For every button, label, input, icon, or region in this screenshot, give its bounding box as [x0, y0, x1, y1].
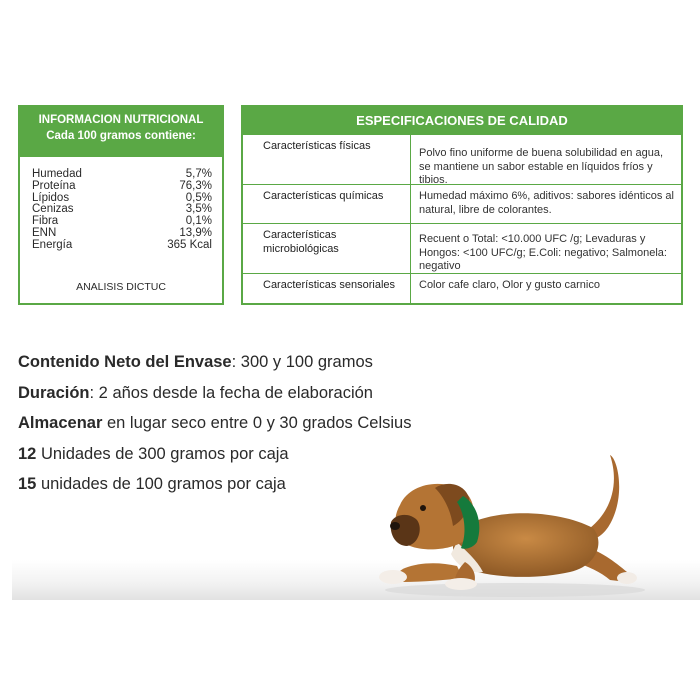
spec-value: Polvo fino uniforme de buena solubilidad en agua, se mantiene un sabor estable en líquidos fríos y tibios.: [419, 147, 664, 186]
spec-value: Humedad máximo 6%, aditivos: sabores idénticos al natural, libre de colorantes.: [419, 190, 674, 216]
product-info: [18, 350, 411, 503]
nutrient-value: 0,1%: [185, 215, 212, 228]
nutrient-value: 76,3%: [179, 179, 212, 192]
specs-title: ESPECIFICACIONES DE CALIDAD: [243, 107, 681, 134]
spec-value: Color cafe claro, Olor y gusto carnico: [419, 279, 600, 291]
nutrition-row: [32, 204, 212, 216]
info-bold: 12: [18, 444, 37, 463]
info-text: en lugar seco entre 0 y 30 grados Celsius: [102, 414, 412, 432]
spec-label: Características microbiológicas: [243, 224, 411, 273]
spec-label: Características químicas: [243, 185, 411, 223]
nutrition-subtitle: Cada 100 gramos contiene:: [46, 130, 196, 142]
puppy-image: [365, 450, 655, 600]
nutrient-name: Lípidos: [32, 191, 70, 204]
spec-row: [243, 134, 681, 184]
nutrition-table: [18, 105, 224, 305]
info-line-units-300: [18, 442, 411, 473]
info-line-duration: [18, 381, 411, 412]
info-line-units-100: [18, 472, 411, 503]
nutrition-row: [32, 228, 212, 240]
nutrition-footer: ANALISIS DICTUC: [76, 281, 166, 293]
info-text: : 300 y 100 gramos: [231, 353, 373, 371]
nutrient-value: 0,5%: [185, 191, 212, 204]
nutrition-row: [32, 240, 212, 252]
spec-label: Características físicas: [243, 135, 411, 184]
nutrient-name: Fibra: [32, 215, 59, 228]
info-line-net-content: [18, 350, 411, 381]
nutrition-title: INFORMACION NUTRICIONAL: [38, 114, 204, 126]
spec-row: [243, 273, 681, 303]
info-text: Unidades de 300 gramos por caja: [36, 444, 289, 463]
nutrient-value: 5,7%: [185, 168, 212, 180]
nutrient-name: Proteína: [32, 179, 76, 192]
nutrient-name: Energía: [32, 238, 73, 251]
nutrient-name: ENN: [32, 226, 57, 239]
info-text: unidades de 100 gramos por caja: [36, 475, 286, 493]
quality-specs-table: [241, 105, 683, 305]
info-text: : 2 años desde la fecha de elaboración: [89, 383, 373, 402]
nutrient-value: 365 Kcal: [167, 238, 212, 251]
nutrition-rows: [20, 157, 222, 252]
nutrient-name: Cenizas: [32, 203, 74, 216]
info-bold: Almacenar: [18, 414, 103, 432]
nutrient-value: 3,5%: [185, 203, 212, 216]
nutrition-row: [32, 181, 212, 193]
nutrient-value: 13,9%: [179, 226, 212, 239]
nutrition-header: [20, 107, 222, 157]
info-line-storage: [18, 411, 411, 442]
info-bold: Duración: [18, 383, 90, 402]
info-bold: 15: [18, 475, 37, 493]
info-bold: Contenido Neto del Envase: [18, 353, 232, 371]
nutrient-name: Humedad: [32, 168, 82, 180]
spec-row: [243, 223, 681, 273]
spec-value: Recuent o Total: <10.000 UFC /g; Levaduras y Hongos: <100 UFC/g; E.Coli: negativo; Salmonela: negativo: [419, 233, 667, 272]
spec-label: Características sensoriales: [243, 274, 411, 303]
spec-row: [243, 184, 681, 223]
